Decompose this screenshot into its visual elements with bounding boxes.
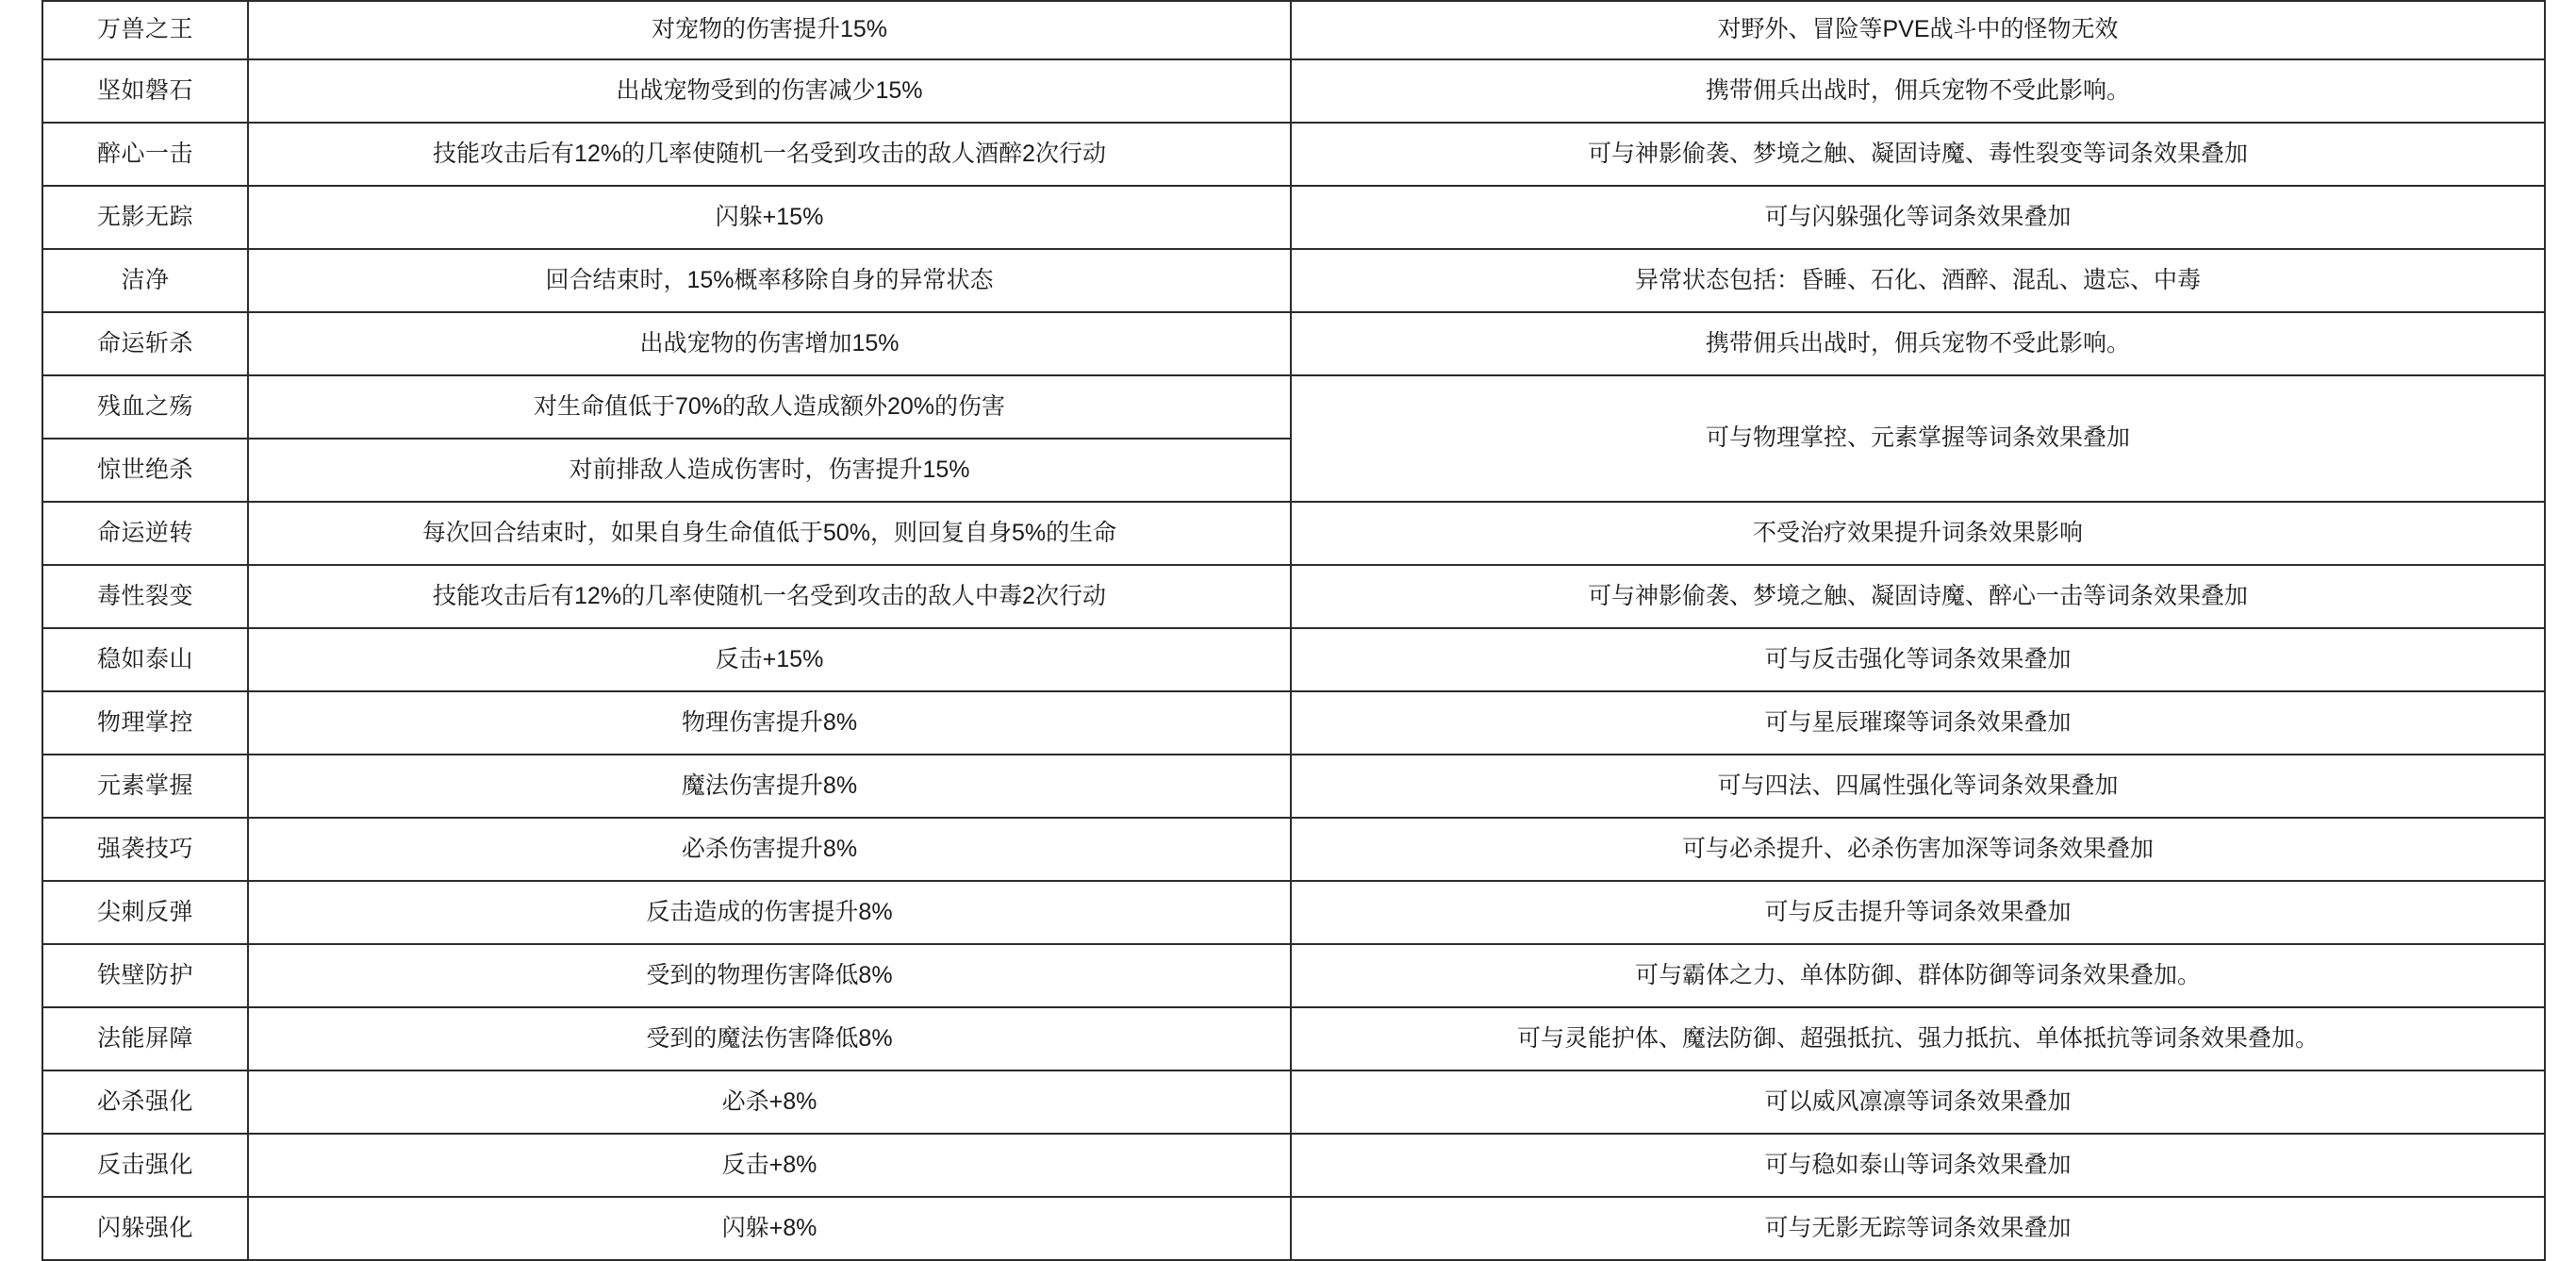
trait-note-cell: 可与星辰璀璨等词条效果叠加 [1291, 691, 2545, 755]
trait-name-cell: 洁净 [42, 249, 248, 312]
table-row [42, 312, 2545, 375]
table-row [42, 1, 2545, 59]
trait-note-cell: 可与神影偷袭、梦境之触、凝固诗魔、醉心一击等词条效果叠加 [1291, 565, 2545, 628]
trait-name-cell: 万兽之王 [42, 1, 248, 59]
trait-effect-cell: 反击+8% [248, 1134, 1291, 1197]
table-row [42, 59, 2545, 123]
trait-note-cell: 异常状态包括：昏睡、石化、酒醉、混乱、遗忘、中毒 [1291, 249, 2545, 312]
trait-note-cell: 携带佣兵出战时，佣兵宠物不受此影响。 [1291, 59, 2545, 123]
table-row [42, 186, 2545, 249]
trait-name-cell: 坚如磐石 [42, 59, 248, 123]
table-row [42, 123, 2545, 186]
trait-name-cell: 醉心一击 [42, 123, 248, 186]
trait-name-cell: 惊世绝杀 [42, 439, 248, 502]
trait-note-cell: 可与物理掌控、元素掌握等词条效果叠加 [1291, 375, 2545, 502]
trait-name-cell: 稳如泰山 [42, 628, 248, 691]
trait-note-cell: 可与必杀提升、必杀伤害加深等词条效果叠加 [1291, 818, 2545, 881]
trait-note-cell: 对野外、冒险等PVE战斗中的怪物无效 [1291, 1, 2545, 59]
trait-effect-cell: 反击造成的伤害提升8% [248, 881, 1291, 944]
trait-effect-cell: 技能攻击后有12%的几率使随机一名受到攻击的敌人酒醉2次行动 [248, 123, 1291, 186]
trait-note-cell: 可与反击强化等词条效果叠加 [1291, 628, 2545, 691]
trait-effect-cell: 对宠物的伤害提升15% [248, 1, 1291, 59]
trait-note-cell: 可与霸体之力、单体防御、群体防御等词条效果叠加。 [1291, 944, 2545, 1007]
trait-name-cell: 命运斩杀 [42, 312, 248, 375]
table-row [42, 502, 2545, 565]
trait-effect-cell: 出战宠物受到的伤害减少15% [248, 59, 1291, 123]
trait-name-cell: 命运逆转 [42, 502, 248, 565]
trait-note-cell: 可与反击提升等词条效果叠加 [1291, 881, 2545, 944]
table-body [42, 1, 2545, 1260]
table-row [42, 1070, 2545, 1134]
trait-note-cell: 可与四法、四属性强化等词条效果叠加 [1291, 755, 2545, 818]
trait-name-cell: 闪躲强化 [42, 1197, 248, 1260]
trait-name-cell: 铁壁防护 [42, 944, 248, 1007]
trait-note-cell: 不受治疗效果提升词条效果影响 [1291, 502, 2545, 565]
trait-effect-cell: 闪躲+15% [248, 186, 1291, 249]
trait-note-cell: 可与无影无踪等词条效果叠加 [1291, 1197, 2545, 1260]
trait-effect-cell: 出战宠物的伤害增加15% [248, 312, 1291, 375]
trait-table [41, 0, 2546, 1261]
table-row [42, 1007, 2545, 1070]
trait-name-cell: 强袭技巧 [42, 818, 248, 881]
trait-effect-cell: 必杀伤害提升8% [248, 818, 1291, 881]
trait-effect-cell: 技能攻击后有12%的几率使随机一名受到攻击的敌人中毒2次行动 [248, 565, 1291, 628]
trait-name-cell: 必杀强化 [42, 1070, 248, 1134]
table-row [42, 628, 2545, 691]
trait-note-cell: 可与灵能护体、魔法防御、超强抵抗、强力抵抗、单体抵抗等词条效果叠加。 [1291, 1007, 2545, 1070]
trait-note-cell: 携带佣兵出战时，佣兵宠物不受此影响。 [1291, 312, 2545, 375]
table-row [42, 249, 2545, 312]
trait-effect-cell: 回合结束时，15%概率移除自身的异常状态 [248, 249, 1291, 312]
table-row [42, 375, 2545, 439]
trait-effect-cell: 对前排敌人造成伤害时，伤害提升15% [248, 439, 1291, 502]
table-row [42, 565, 2545, 628]
table-row [42, 755, 2545, 818]
table-row [42, 691, 2545, 755]
table-row [42, 1134, 2545, 1197]
trait-effect-cell: 反击+15% [248, 628, 1291, 691]
trait-name-cell: 反击强化 [42, 1134, 248, 1197]
table-row [42, 1197, 2545, 1260]
trait-effect-cell: 受到的物理伤害降低8% [248, 944, 1291, 1007]
trait-effect-cell: 对生命值低于70%的敌人造成额外20%的伤害 [248, 375, 1291, 439]
trait-effect-cell: 物理伤害提升8% [248, 691, 1291, 755]
trait-name-cell: 残血之殇 [42, 375, 248, 439]
trait-note-cell: 可与稳如泰山等词条效果叠加 [1291, 1134, 2545, 1197]
trait-effect-cell: 每次回合结束时，如果自身生命值低于50%，则回复自身5%的生命 [248, 502, 1291, 565]
trait-effect-cell: 必杀+8% [248, 1070, 1291, 1134]
trait-note-cell: 可与闪躲强化等词条效果叠加 [1291, 186, 2545, 249]
trait-name-cell: 元素掌握 [42, 755, 248, 818]
trait-effect-cell: 受到的魔法伤害降低8% [248, 1007, 1291, 1070]
trait-name-cell: 毒性裂变 [42, 565, 248, 628]
trait-note-cell: 可以威风凛凛等词条效果叠加 [1291, 1070, 2545, 1134]
trait-name-cell: 物理掌控 [42, 691, 248, 755]
trait-effect-cell: 魔法伤害提升8% [248, 755, 1291, 818]
trait-effect-cell: 闪躲+8% [248, 1197, 1291, 1260]
table-row [42, 881, 2545, 944]
table-row [42, 818, 2545, 881]
trait-name-cell: 无影无踪 [42, 186, 248, 249]
trait-name-cell: 法能屏障 [42, 1007, 248, 1070]
table-row [42, 944, 2545, 1007]
trait-note-cell: 可与神影偷袭、梦境之触、凝固诗魔、毒性裂变等词条效果叠加 [1291, 123, 2545, 186]
trait-name-cell: 尖刺反弹 [42, 881, 248, 944]
